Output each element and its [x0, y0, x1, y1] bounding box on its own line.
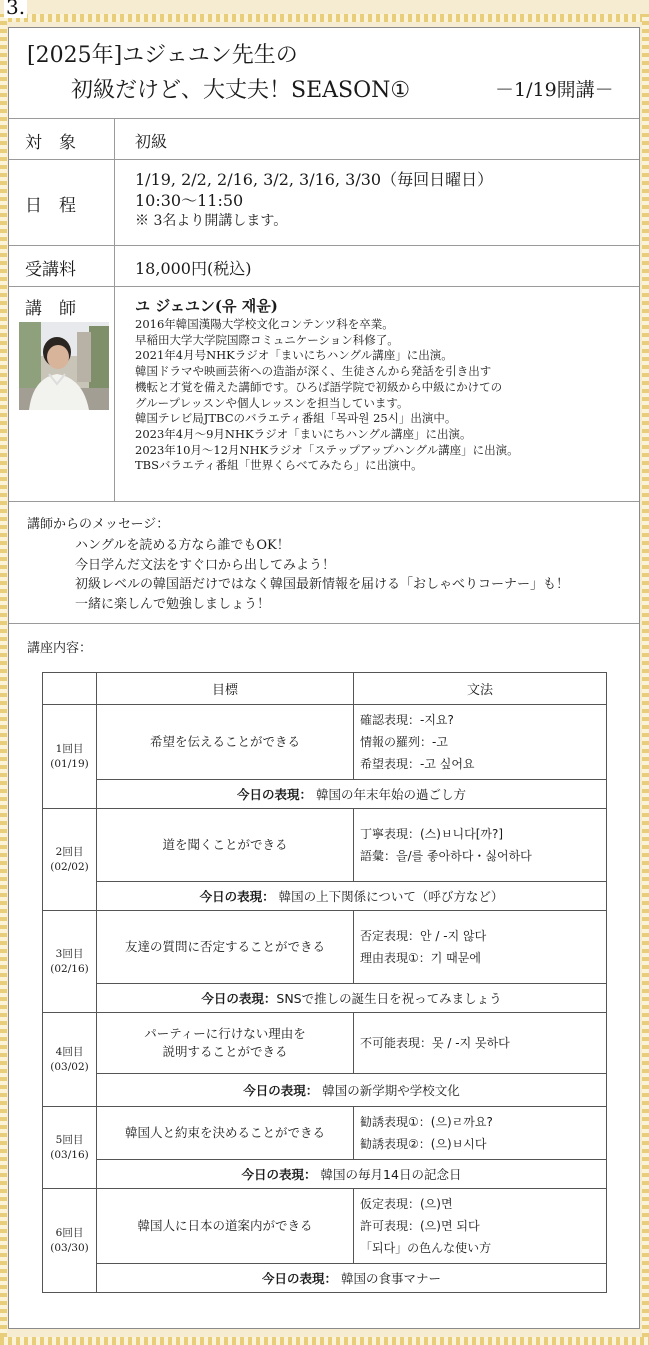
session-number: 1回目: [55, 742, 84, 755]
teacher-message: [9, 501, 639, 624]
bio-line: 韓国ドラマや映画芸術への造詣が深く、生徒さんから発話を引き出す: [135, 364, 492, 379]
border-stripe-left: [0, 14, 7, 1345]
table-row: [43, 911, 607, 984]
goal-cell: 韓国人に日本の道案内ができる: [97, 1189, 354, 1264]
bio-line: 2023年10月～12月NHKラジオ「ステップアップハングル講座」に出演。: [135, 442, 519, 457]
schedule-dates: 1/19, 2/2, 2/16, 3/2, 3/16, 3/30（毎回日曜日）: [135, 170, 494, 189]
bio-line: 2023年4月～9月NHKラジオ「まいにちハングル講座」に出演。: [135, 426, 472, 441]
header-grammar: 文法: [354, 673, 607, 705]
goal-cell: 希望を伝えることができる: [97, 705, 354, 780]
teacher-name: ユ ジェユン(유 재윤): [135, 297, 278, 315]
expression-row: [43, 882, 607, 911]
message-line: ハングルを読める方なら誰でもOK！: [75, 538, 290, 553]
table-row: [43, 809, 607, 882]
session-cell: [43, 1189, 97, 1293]
message-line: 初級レベルの韓国語だけではなく韓国最新情報を届ける「おしゃべりコーナー」も！: [75, 577, 570, 592]
bio-line: 2021年4月号NHKラジオ「まいにちハングル講座」に出演。: [135, 348, 453, 363]
message-line: 今日学んだ文法をすぐ口から出してみよう！: [75, 557, 336, 573]
session-date: (02/02): [50, 860, 89, 873]
course-title-line2: 初級だけど、大丈夫！SEASON①: [71, 78, 411, 103]
course-card: [8, 27, 640, 1329]
expression-row: [43, 1074, 607, 1107]
table-row: [43, 1107, 607, 1160]
row-teacher: [9, 286, 639, 502]
bio-line: 韓国テレビ局JTBCのバラエティ番組「목파원 25시」出演中。: [135, 411, 457, 426]
fee-label: 受講料: [25, 260, 76, 280]
teacher-label: 講 師: [25, 299, 76, 319]
schedule-value: [135, 169, 493, 232]
table-row: [43, 1013, 607, 1074]
session-cell: [43, 705, 97, 809]
grammar-cell: 否定表現：안 / -지 않다 理由表現①：기 때문에: [354, 911, 607, 984]
grammar-cell: 仮定表現：(으)면 許可表現：(으)면 되다 「되다」の色んな使い方: [354, 1189, 607, 1264]
session-cell: [43, 809, 97, 911]
table-header-row: [43, 673, 607, 705]
session-date: (03/30): [50, 1241, 89, 1254]
target-label: 対 象: [25, 133, 76, 153]
section-number: 3.: [4, 0, 27, 18]
bio-line: 2016年韓国漢陽大学校文化コンテンツ科を卒業。: [135, 317, 394, 331]
bio-line: TBSバラエティ番組「世界くらべてみたら」に出演中。: [135, 458, 423, 473]
border-stripe-right: [642, 14, 649, 1345]
bio-line: 早稲田大学大学院国際コミュニケーション科修了。: [135, 332, 399, 347]
expression-cell: 今日の表現： 韓国の上下関係について（呼び方など）: [97, 882, 607, 911]
grammar-cell: 不可能表現：못 / -지 못하다: [354, 1013, 607, 1074]
expression-cell: 今日の表現： 韓国の新学期や学校文化: [97, 1074, 607, 1107]
session-cell: [43, 911, 97, 1013]
session-date: (03/02): [50, 1060, 89, 1073]
session-number: 2回目: [55, 845, 84, 858]
header-goal: 目標: [97, 673, 354, 705]
course-title-line1: [2025年]ユジェユン先生の: [27, 43, 298, 68]
grammar-cell: 丁寧表現：(스)ㅂ니다[까?] 語彙：을/를 좋아하다・싫어하다: [354, 809, 607, 882]
start-date: －1/19開講－: [495, 79, 614, 101]
border-stripe-top: [0, 14, 649, 22]
bio-line: 機転と才覚を備えた講師です。ひろば語学院で初級から中級にかけての: [135, 379, 503, 394]
expression-cell: 今日の表現： 韓国の毎月14日の記念日: [97, 1160, 607, 1189]
message-heading: 講師からのメッセージ：: [27, 517, 170, 532]
row-target: [9, 118, 639, 160]
header-empty: [43, 673, 97, 705]
table-row: [43, 705, 607, 780]
table-row: [43, 1189, 607, 1264]
goal-cell: 道を聞くことができる: [97, 809, 354, 882]
fee-value: 18,000円(税込): [135, 259, 252, 278]
schedule-time: 10:30～11:50: [135, 191, 244, 210]
schedule-label: 日 程: [25, 196, 76, 216]
target-value: 初級: [135, 132, 168, 151]
session-date: (02/16): [50, 962, 89, 975]
session-cell: [43, 1013, 97, 1107]
bio-line: グループレッスンや個人レッスンを担当しています。: [135, 395, 409, 410]
grammar-cell: 勧誘表現①：(으)ㄹ까요? 勧誘表現②：(으)ㅂ시다: [354, 1107, 607, 1160]
course-content-heading: 講座内容：: [27, 641, 93, 656]
session-number: 4回目: [55, 1045, 84, 1058]
expression-cell: 今日の表現： 韓国の食事マナー: [97, 1264, 607, 1293]
session-number: 5回目: [55, 1133, 84, 1146]
session-number: 6回目: [55, 1226, 84, 1239]
message-lines: [75, 536, 569, 614]
session-number: 3回目: [55, 947, 84, 960]
teacher-photo: [19, 322, 109, 410]
border-stripe-bottom: [0, 1337, 649, 1345]
course-table: [42, 672, 607, 1293]
grammar-cell: 確認表現：-지요? 情報の羅列：-고 希望表現：-고 싶어요: [354, 705, 607, 780]
goal-cell: 友達の質問に否定することができる: [97, 911, 354, 984]
row-schedule: [9, 159, 639, 246]
goal-cell: パーティーに行けない理由を 説明することができる: [97, 1013, 354, 1074]
expression-row: [43, 1160, 607, 1189]
goal-cell: 韓国人と約束を決めることができる: [97, 1107, 354, 1160]
session-cell: [43, 1107, 97, 1189]
message-line: 一緒に楽しんで勉強しましょう！: [75, 596, 271, 612]
teacher-bio: [135, 317, 630, 474]
expression-row: [43, 984, 607, 1013]
expression-cell: 今日の表現： 韓国の年末年始の過ごし方: [97, 780, 607, 809]
row-fee: [9, 245, 639, 287]
expression-row: [43, 780, 607, 809]
title-block: [9, 28, 639, 119]
session-date: (01/19): [50, 757, 89, 770]
expression-row: [43, 1264, 607, 1293]
schedule-note: ※ 3名より開講します。: [135, 213, 288, 229]
session-date: (03/16): [50, 1148, 89, 1161]
expression-cell: 今日の表現：SNSで推しの誕生日を祝ってみましょう: [97, 984, 607, 1013]
